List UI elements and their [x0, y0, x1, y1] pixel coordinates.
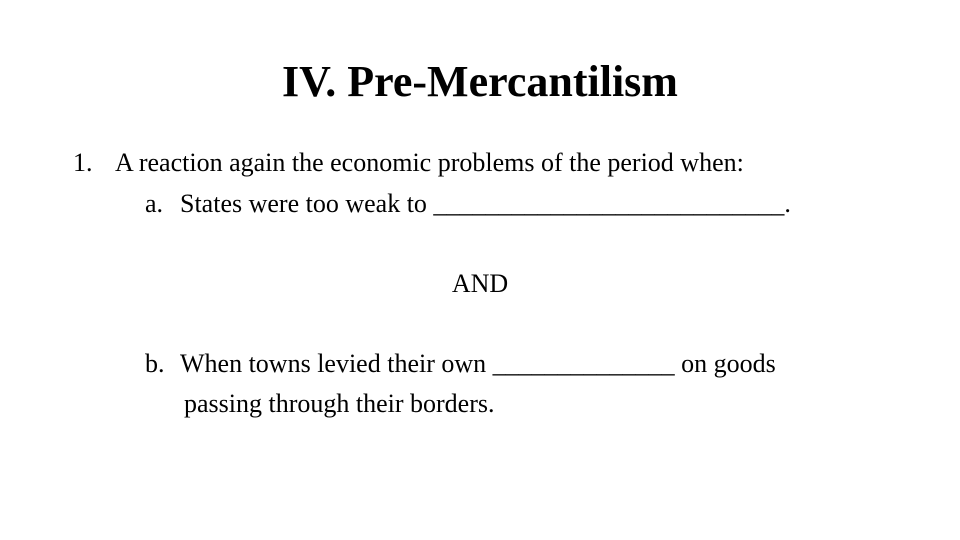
connector-and: AND [451, 269, 509, 298]
slide-title: IV. Pre-Mercantilism [282, 57, 678, 106]
sub-item-b [145, 348, 776, 380]
list-item-text: A reaction again the economic problems of the period when: [115, 148, 744, 177]
sub-item-a [145, 188, 791, 220]
sub-item-letter: b. [145, 349, 165, 378]
list-number: 1. [73, 148, 93, 177]
sub-item-text: States were too weak to ___________________________. [180, 189, 791, 218]
sub-item-b-continuation: passing through their borders. [184, 389, 495, 418]
sub-item-text: When towns levied their own ______________ on goods [180, 349, 776, 378]
list-item-1 [73, 147, 744, 179]
sub-item-letter: a. [145, 189, 164, 218]
